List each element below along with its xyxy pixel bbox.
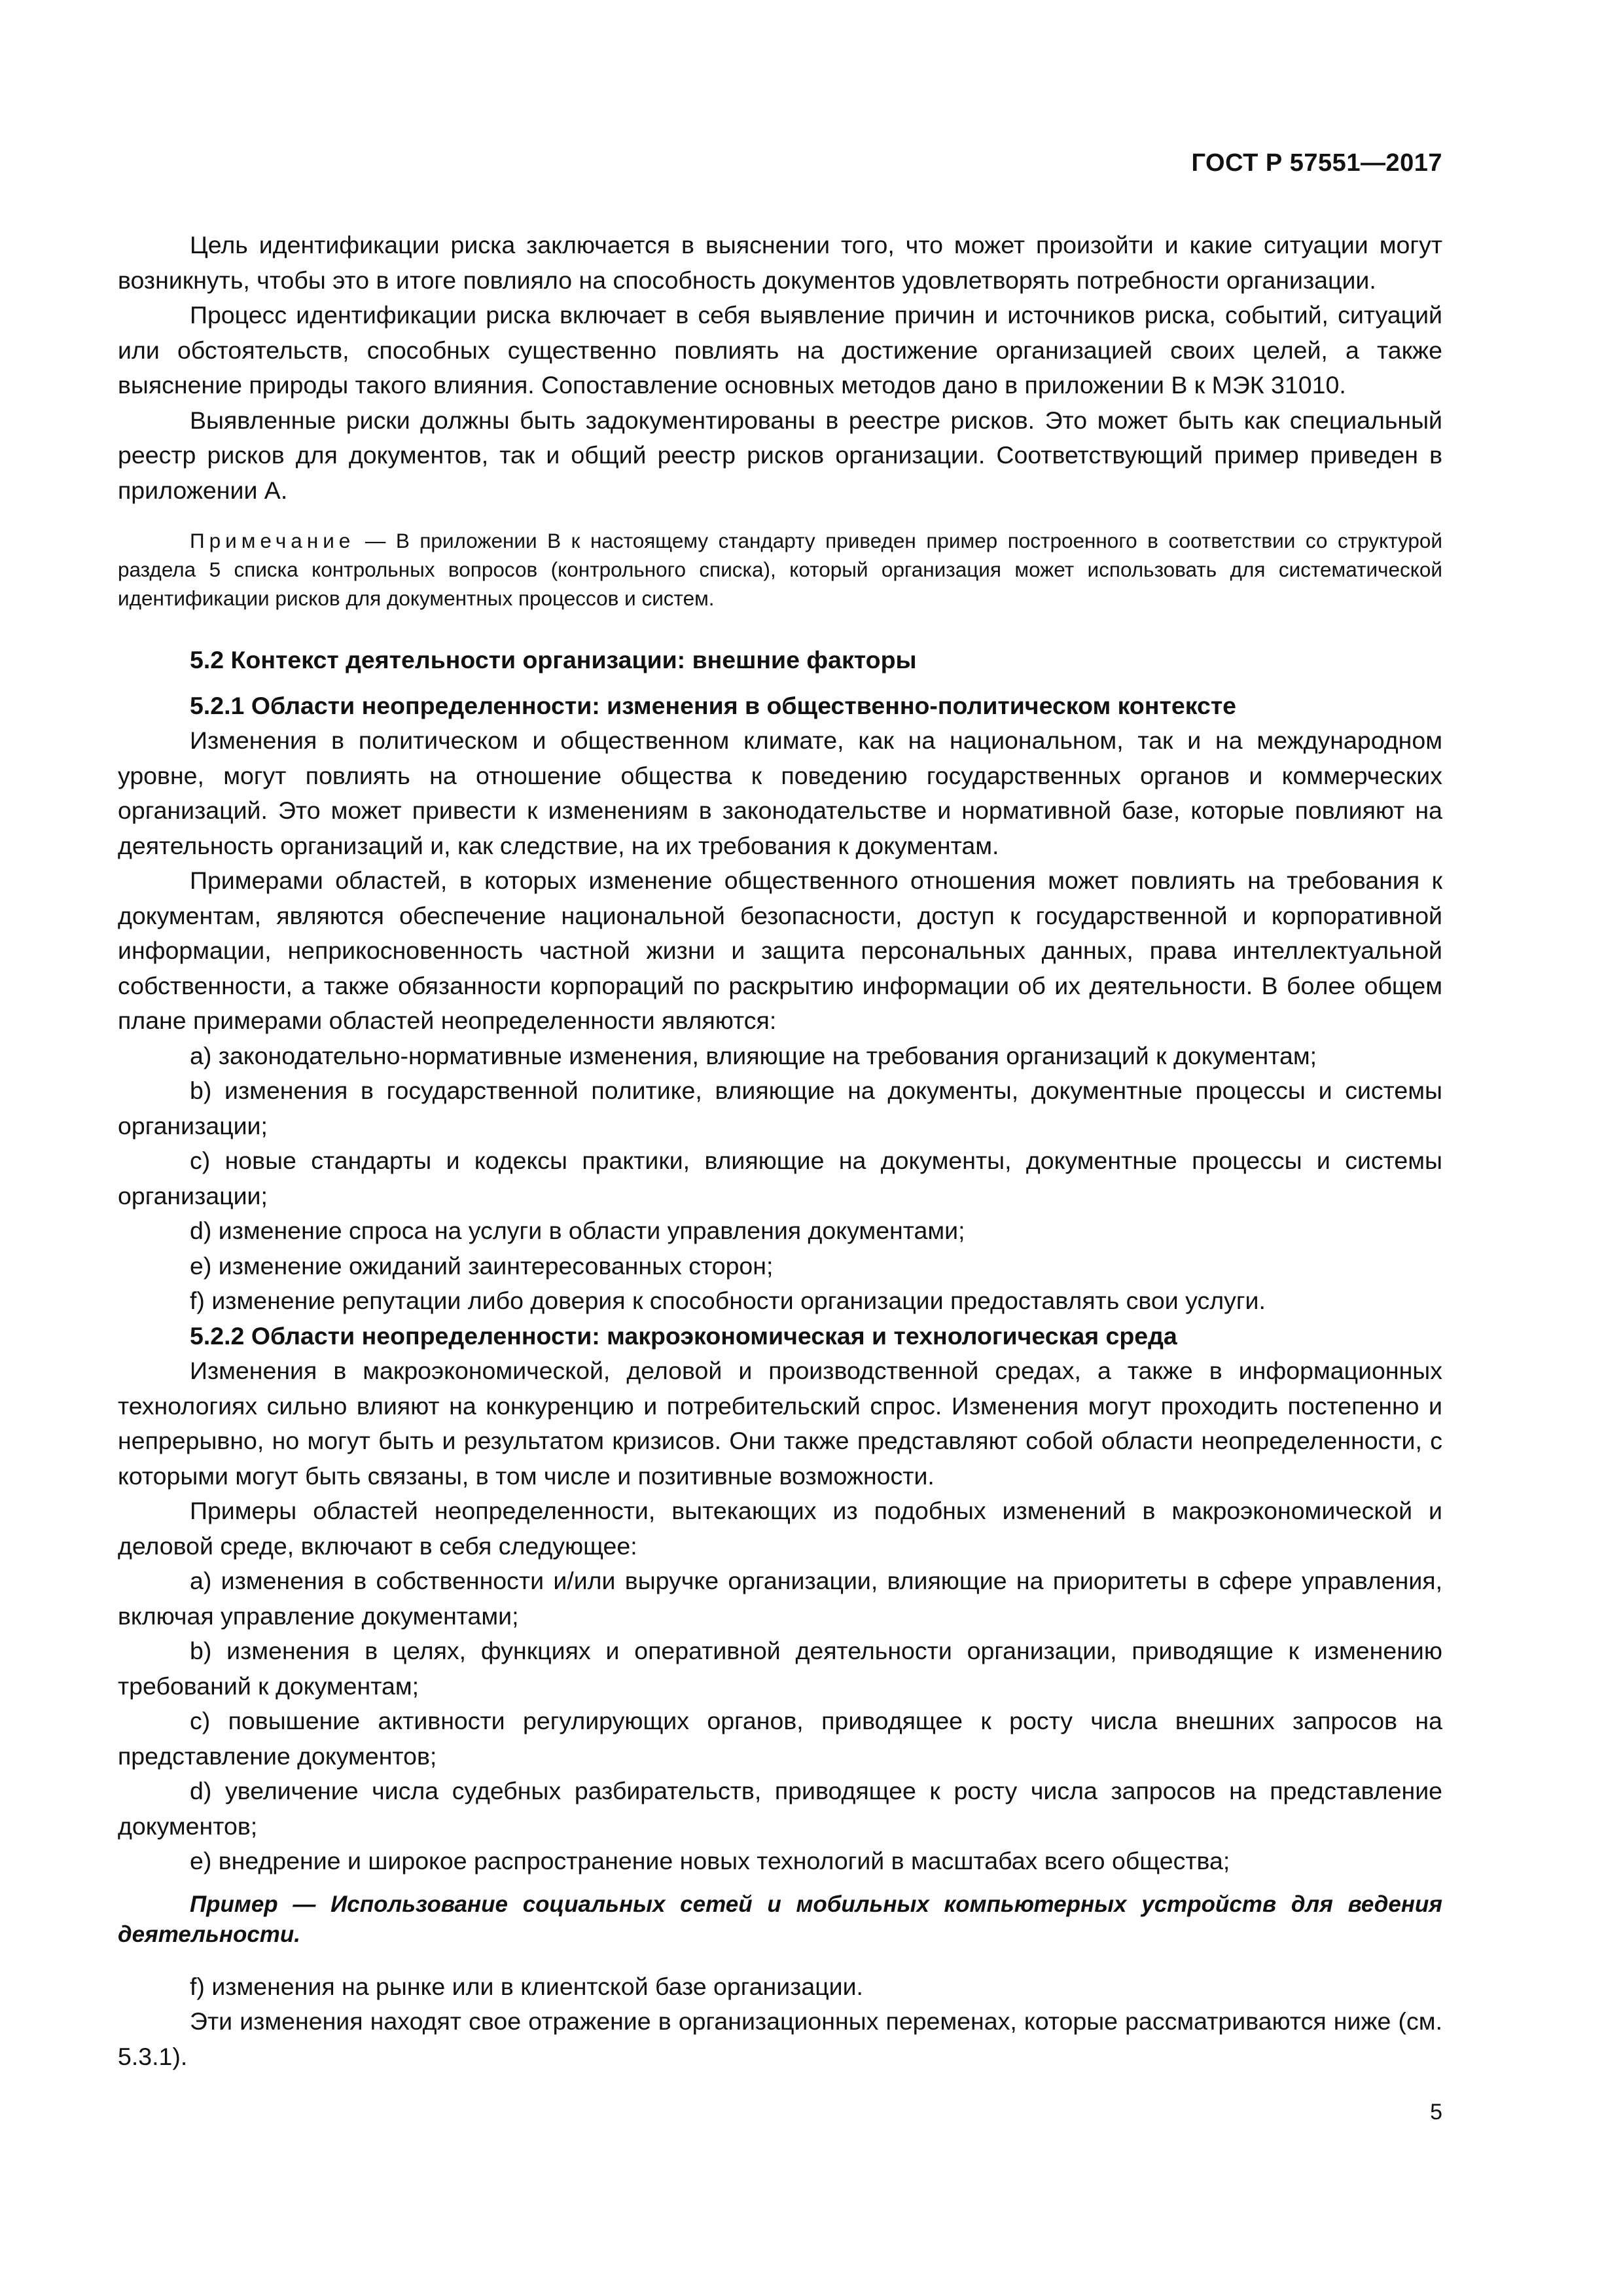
list-item: e) внедрение и широкое распространение новых технологий в масштабах всего общества; — [190, 1847, 1230, 1874]
list-item: a) изменения в собственности и/или выручке организации, влияющие на приоритеты в сфере управления, включая управление документами; — [118, 1567, 1442, 1630]
note-lead: Примечание — [190, 529, 355, 552]
section-paragraph: Примерами областей, в которых изменение общественного отношения может повлиять на требования к документам, являются обеспечение национальной безопасности, доступ к государственной и корпоративной информации, неприкосновенность частной жизни и защита персональных данных, права интеллектуальной собственности, а также обязанности корпораций по раскрытию информации об их деятельности. В более общем плане примерами областей неопределенности являются: — [118, 867, 1442, 1034]
list-item: b) изменения в целях, функциях и оперативной деятельности организации, приводящие к изменению требований к документам; — [118, 1637, 1442, 1700]
document-body — [118, 228, 1442, 2074]
section-paragraph: Изменения в политическом и общественном климате, как на национальном, так и на международном уровне, могут повлиять на отношение общества к поведению государственных органов и коммерческих организаций. Это может привести к изменениям в законодательстве и нормативной базе, которые повлияют на деятельность организаций и, как следствие, на их требования к документам. — [118, 726, 1442, 859]
example-paragraph: Пример — Использование социальных сетей и мобильных компьютерных устройств для ведения деятельности. — [118, 1891, 1442, 1947]
note-text: — В приложении В к настоящему стандарту приведен пример построенного в соответствии со структурой раздела 5 списка контрольных вопросов (контрольного списка), который организация может использовать для систематической идентификации рисков для документных процессов и систем. — [118, 529, 1442, 610]
list-item: f) изменения на рынке или в клиентской базе организации. — [190, 1972, 863, 2000]
list-item: b) изменения в государственной политике, влияющие на документы, документные процессы и системы организации; — [118, 1077, 1442, 1139]
intro-paragraph: Выявленные риски должны быть задокументированы в реестре рисков. Это может быть как специальный реестр рисков для документов, так и общий реестр рисков организации. Соответствующий пример приведен в приложении А. — [118, 406, 1442, 504]
document-page — [118, 0, 1442, 2296]
intro-paragraph: Цель идентификации риска заключается в выяснении того, что может произойти и какие ситуации могут возникнуть, чтобы это в итоге повлияло на способность документов удовлетворять потребности организации. — [118, 231, 1442, 294]
note-paragraph — [118, 526, 1442, 613]
section-heading-5-2-2: 5.2.2 Области неопределенности: макроэкономическая и технологическая среда — [190, 1321, 1177, 1350]
list-item: d) увеличение числа судебных разбирательств, приводящее к росту числа запросов на представление документов; — [118, 1777, 1442, 1840]
intro-paragraph: Процесс идентификации риска включает в себя выявление причин и источников риска, событий, ситуаций или обстоятельств, способных существенно повлиять на достижение организацией своих целей, а также выяснение природы такого влияния. Сопоставление основных методов дано в приложении В к МЭК 31010. — [118, 301, 1442, 399]
page-number: 5 — [1430, 2100, 1442, 2125]
list-item: a) законодательно-нормативные изменения, влияющие на требования организаций к документам; — [190, 1041, 1317, 1069]
document-header-id: ГОСТ Р 57551—2017 — [1191, 149, 1442, 177]
list-item: c) повышение активности регулирующих органов, приводящее к росту числа внешних запросов на представление документов; — [118, 1707, 1442, 1770]
section-paragraph: Эти изменения находят свое отражение в организационных переменах, которые рассматриваются ниже (см. 5.3.1). — [118, 2007, 1442, 2070]
section-heading-5-2-1: 5.2.1 Области неопределенности: изменения в общественно-политическом контексте — [190, 691, 1237, 719]
section-paragraph: Изменения в макроэкономической, деловой и производственной средах, а также в информационных технологиях сильно влияют на конкуренцию и потребительский спрос. Изменения могут проходить постепенно и непрерывно, но могут быть и результатом кризисов. Они также представляют собой области неопределенности, с которыми могут быть связаны, в том числе и позитивные возможности. — [118, 1357, 1442, 1490]
list-item: c) новые стандарты и кодексы практики, влияющие на документы, документные процессы и системы организации; — [118, 1147, 1442, 1210]
list-item: f) изменение репутации либо доверия к способности организации предоставлять свои услуги. — [190, 1287, 1266, 1314]
section-heading-5-2: 5.2 Контекст деятельности организации: внешние факторы — [190, 646, 917, 673]
section-paragraph: Примеры областей неопределенности, вытекающих из подобных изменений в макроэкономической и деловой среде, включают в себя следующее: — [118, 1497, 1442, 1560]
list-item: d) изменение спроса на услуги в области управления документами; — [190, 1217, 965, 1244]
list-item: e) изменение ожиданий заинтересованных сторон; — [190, 1251, 774, 1280]
